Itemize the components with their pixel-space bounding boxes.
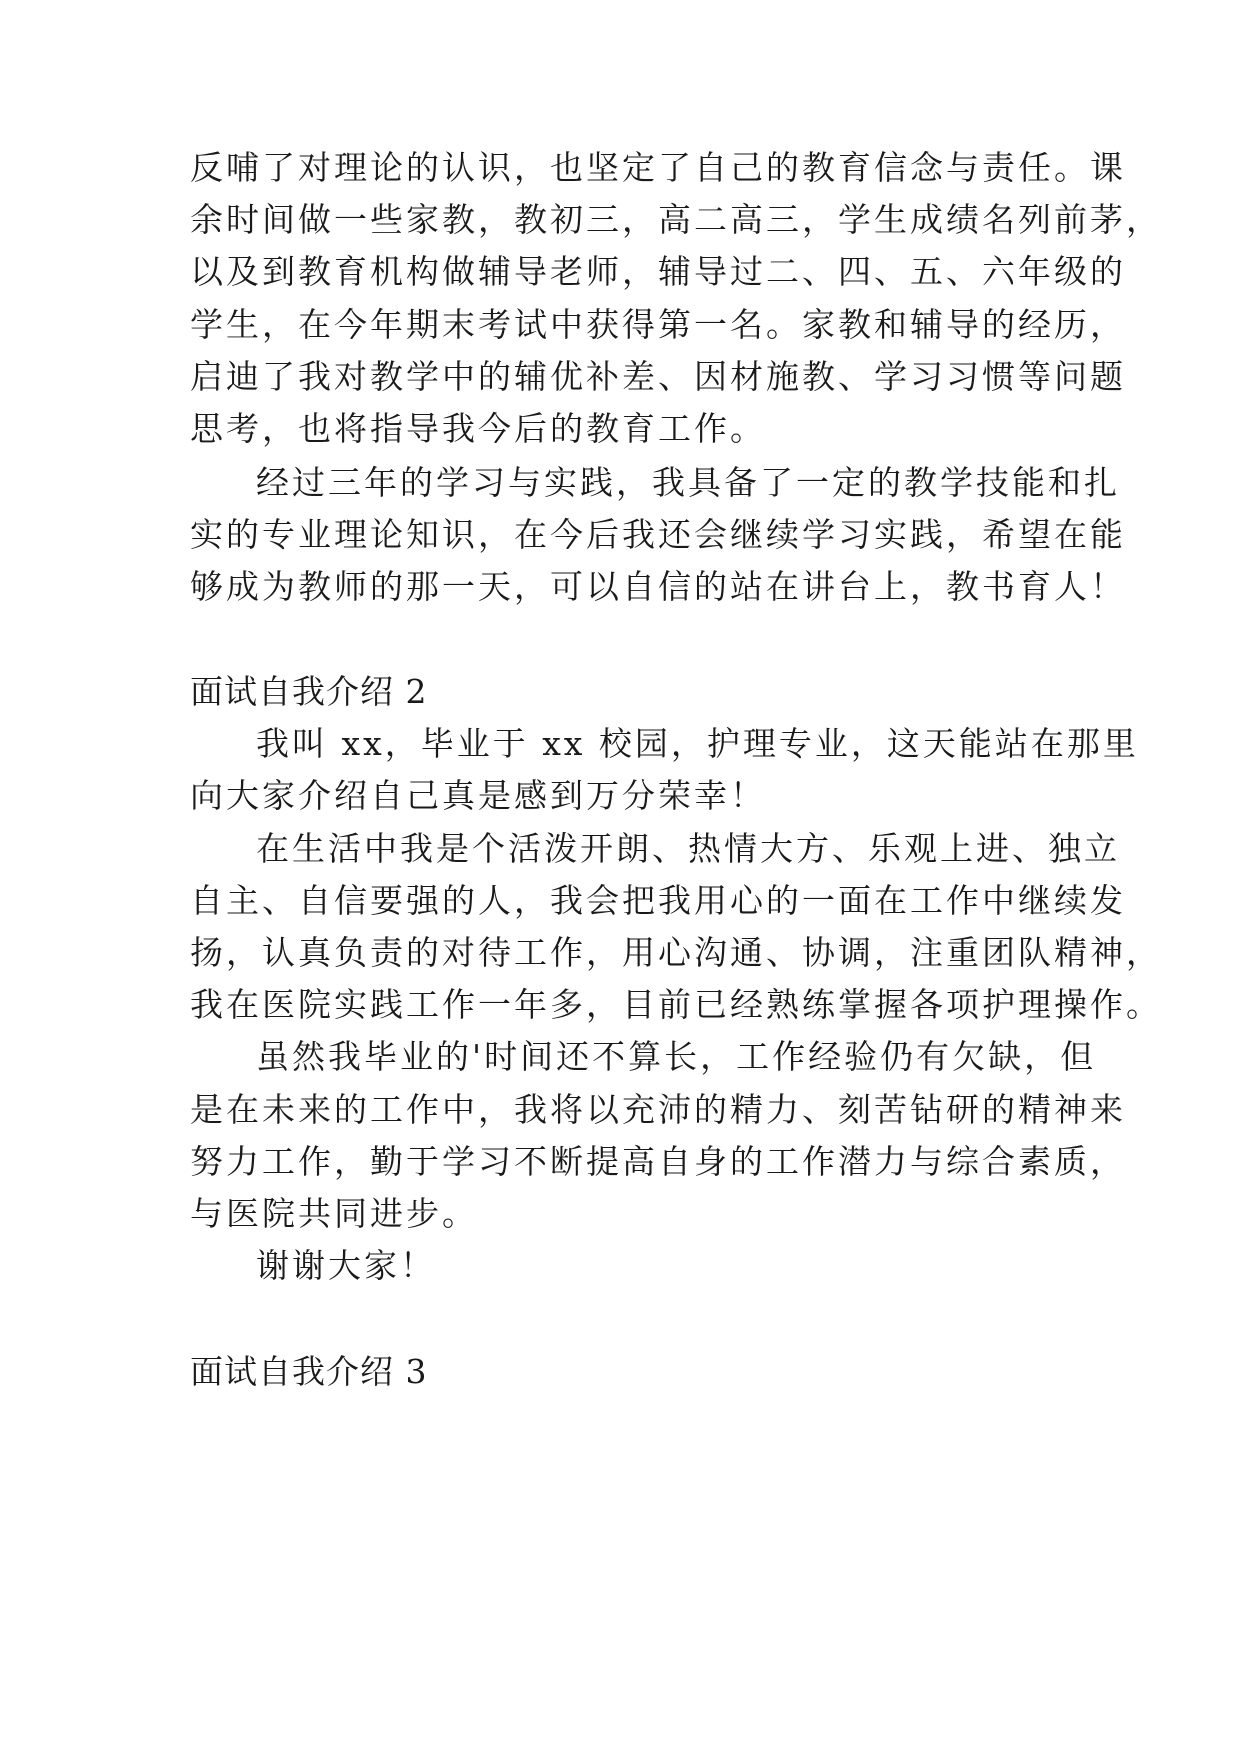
text-line: 启迪了我对教学中的辅优补差、因材施教、学习习惯等问题 xyxy=(190,357,1126,396)
text-line: 自主、自信要强的人，我会把我用心的一面在工作中继续发 xyxy=(190,881,1126,920)
text-line: 够成为教师的那一天，可以自信的站在讲台上，教书育人！ xyxy=(190,567,1126,606)
text-line: 扬，认真负责的对待工作，用心沟通、协调，注重团队精神， xyxy=(190,933,1162,972)
text-line: 我叫 xx，毕业于 xx 校园，护理专业，这天能站在那里 xyxy=(256,724,1139,763)
section-heading: 面试自我介绍 3 xyxy=(190,1352,428,1391)
text-line: 反哺了对理论的认识，也坚定了自己的教育信念与责任。课 xyxy=(190,148,1126,187)
text-line: 努力工作，勤于学习不断提高自身的工作潜力与综合素质， xyxy=(190,1142,1126,1181)
text-line: 是在未来的工作中，我将以充沛的精力、刻苦钻研的精神来 xyxy=(190,1090,1126,1129)
section-heading: 面试自我介绍 2 xyxy=(190,672,428,711)
text-line: 与医院共同进步。 xyxy=(190,1194,478,1233)
text-line: 学生，在今年期末考试中获得第一名。家教和辅导的经历， xyxy=(190,305,1126,344)
text-line: 实的专业理论知识，在今后我还会继续学习实践，希望在能 xyxy=(190,515,1126,554)
closing-text: 谢谢大家！ xyxy=(256,1246,436,1285)
text-line: 余时间做一些家教，教初三，高二高三，学生成绩名列前茅， xyxy=(190,200,1162,239)
text-line: 向大家介绍自己真是感到万分荣幸！ xyxy=(190,776,766,815)
text-line: 以及到教育机构做辅导老师，辅导过二、四、五、六年级的 xyxy=(190,252,1126,291)
text-line: 经过三年的学习与实践，我具备了一定的教学技能和扎 xyxy=(256,463,1120,502)
text-line: 我在医院实践工作一年多，目前已经熟练掌握各项护理操作。 xyxy=(190,985,1162,1024)
text-line: 虽然我毕业的'时间还不算长，工作经验仍有欠缺，但 xyxy=(256,1037,1097,1076)
text-line: 思考，也将指导我今后的教育工作。 xyxy=(190,409,766,448)
text-line: 在生活中我是个活泼开朗、热情大方、乐观上进、独立 xyxy=(256,829,1120,868)
